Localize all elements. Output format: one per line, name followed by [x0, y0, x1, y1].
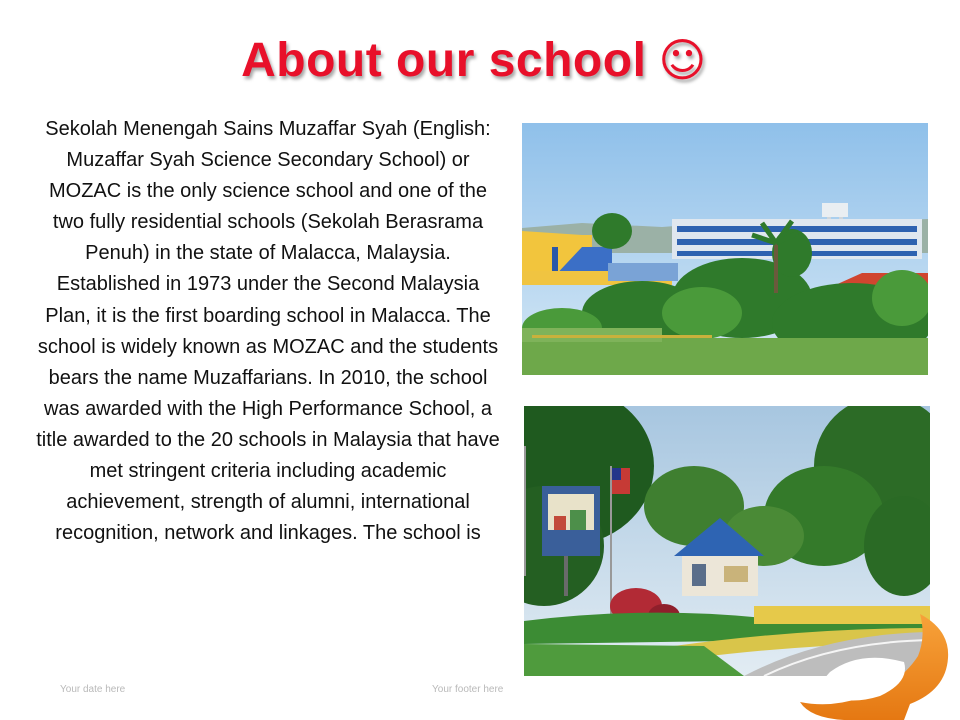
- slide-title: [0, 30, 948, 91]
- title-text: About our school: [241, 34, 647, 87]
- slide-body-text: Sekolah Menengah Sains Muzaffar Syah (English: Muzaffar Syah Science Secondary School) or MOZAC is the only science school and one of the two fully residential schools (Sekolah Berasrama Penuh) in the state of Malacca, Malaysia. Established in 1973 under the Second Malaysia Plan, it is the first boarding school in Malacca. The school is widely known as MOZAC and the students bears the name Muzaffarians. In 2010, the school was awarded with the High Performance School, a title awarded to the 20 schools in Malaysia that have met stringent criteria including academic achievement, strength of alumni, international recognition, network and linkages. The school is: [36, 118, 500, 545]
- school-buildings-photo: [522, 123, 928, 375]
- speech-bubble-icon: [800, 610, 960, 720]
- smiley-icon: ☺: [658, 33, 707, 87]
- footer-date: Your date here: [60, 684, 126, 695]
- footer-text: Your footer here: [432, 684, 504, 695]
